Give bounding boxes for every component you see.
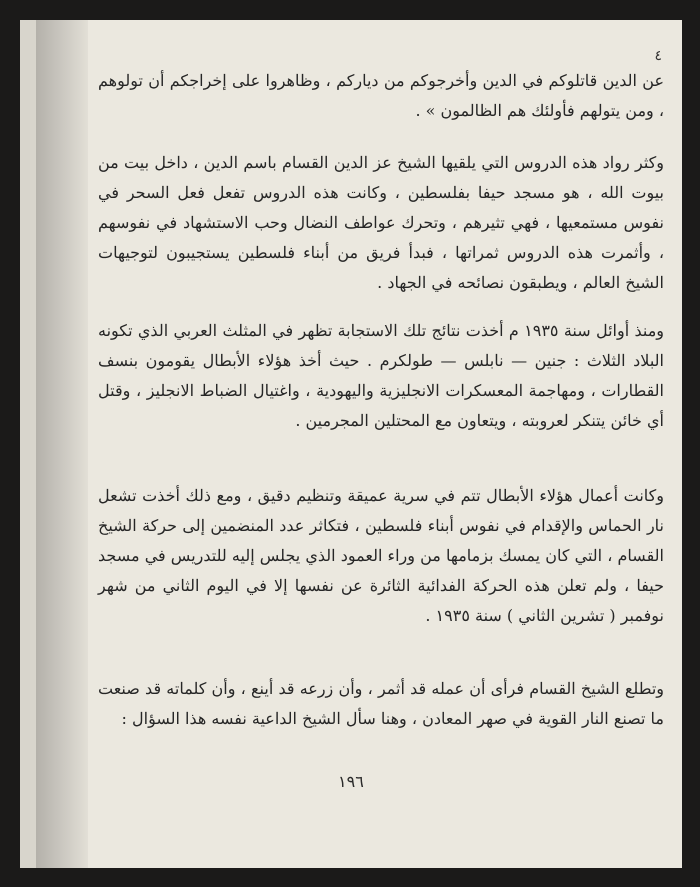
paragraph-4 — [98, 481, 664, 631]
paragraph-text: وكثر رواد هذه الدروس التي يلقيها الشيخ عز الدين القسام باسم الدين ، داخل بيت من بيوت الله ، هو مسجد حيفا بفلسطين ، وكانت هذه الدروس تفعل فعل السحر في نفوس مستمعيها ، فهي تثيرهم ، وتحرك عواطف النضال وحب الاستشهاد في نفوسهم ، وأثمرت هذه الدروس ثمراتها ، فبدأ فريق من أبناء فلسطين يستجيبون لتوجيهات الشيخ العالم ، ويطبقون نصائحه في الجهاد . — [98, 153, 665, 292]
binding-strip — [20, 20, 36, 868]
page-number: ١٩٦ — [338, 772, 364, 791]
paragraph-1 — [98, 66, 664, 126]
paragraph-text: وتطلع الشيخ القسام فرأى أن عمله قد أثمر ، وأن زرعه قد أينع ، وأن كلماته قد صنعت ما تصنع النار القوية في صهر المعادن ، وهنا سأل الشيخ الداعية نفسه هذا السؤال : — [98, 679, 664, 728]
paragraph-5 — [98, 674, 664, 734]
paragraph-3 — [98, 316, 664, 436]
paragraph-text: وكانت أعمال هؤلاء الأبطال تتم في سرية عميقة وتنظيم دقيق ، ومع ذلك أخذت تشعل نار الحماس والإقدام في نفوس أبناء فلسطين ، فتكاثر عدد المنضمين إلى حركة الشيخ القسام ، التي كان يمسك بزمامها من وراء العمود الذي يجلس إليه للتدريس في مسجد حيفا ، ولم تعلن هذه الحركة الفدائية الثائرة عن نفسها إلا في اليوم الثاني من شهر نوفمبر ( تشرين الثاني ) سنة ١٩٣٥ . — [98, 486, 665, 625]
paragraph-text: عن الدين قاتلوكم في الدين وأخرجوكم من دياركم ، وظاهروا على إخراجكم أن تولوهم ، ومن يتولهم فأولئك هم الظالمون » . — [98, 71, 664, 120]
paragraph-2 — [98, 148, 664, 298]
page-marker: ٤ — [654, 48, 662, 64]
paragraph-text: ومنذ أوائل سنة ١٩٣٥ م أخذت نتائج تلك الاستجابة تظهر في المثلث العربي الذي تكونه البلاد الثلاث : جنين — نابلس — طولكرم . حيث أخذ هؤلاء الأبطال يقومون بنسف القطارات ، ومهاجمة المعسكرات الانجليزية واليهودية ، واغتيال الضباط الانجليز ، وقتل أي خائن يتنكر لعروبته ، ويتعاون مع المحتلين المجرمين . — [98, 321, 665, 430]
binding-shadow — [36, 20, 88, 868]
